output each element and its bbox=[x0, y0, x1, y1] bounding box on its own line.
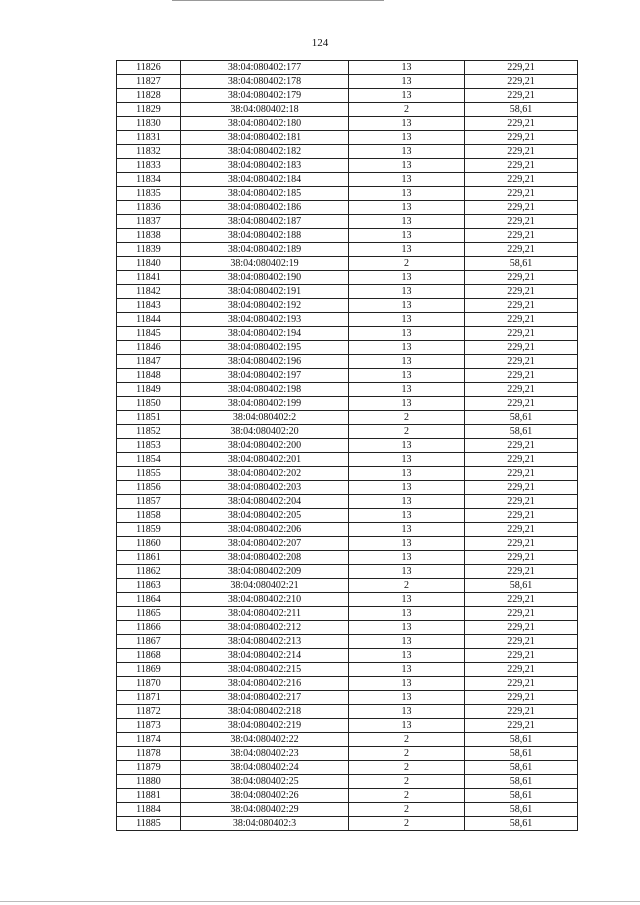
cadastral-number-cell: 38:04:080402:179 bbox=[181, 89, 349, 103]
table-row bbox=[117, 579, 578, 593]
cadastral-number-cell: 38:04:080402:197 bbox=[181, 369, 349, 383]
cadastral-number-cell: 38:04:080402:182 bbox=[181, 145, 349, 159]
area-cell: 2 bbox=[349, 817, 465, 831]
table-row bbox=[117, 733, 578, 747]
area-cell: 13 bbox=[349, 537, 465, 551]
cadastral-number-cell: 38:04:080402:26 bbox=[181, 789, 349, 803]
cadastral-number-cell: 38:04:080402:185 bbox=[181, 187, 349, 201]
amount-cell: 229,21 bbox=[465, 621, 578, 635]
amount-cell: 229,21 bbox=[465, 467, 578, 481]
area-cell: 13 bbox=[349, 607, 465, 621]
amount-cell: 229,21 bbox=[465, 285, 578, 299]
row-number-cell: 11840 bbox=[117, 257, 181, 271]
area-cell: 13 bbox=[349, 243, 465, 257]
amount-cell: 229,21 bbox=[465, 187, 578, 201]
row-number-cell: 11880 bbox=[117, 775, 181, 789]
area-cell: 13 bbox=[349, 663, 465, 677]
cadastral-number-cell: 38:04:080402:207 bbox=[181, 537, 349, 551]
table-row bbox=[117, 425, 578, 439]
area-cell: 13 bbox=[349, 565, 465, 579]
table-row bbox=[117, 621, 578, 635]
area-cell: 13 bbox=[349, 201, 465, 215]
cadastral-number-cell: 38:04:080402:200 bbox=[181, 439, 349, 453]
cadastral-number-cell: 38:04:080402:219 bbox=[181, 719, 349, 733]
amount-cell: 58,61 bbox=[465, 817, 578, 831]
row-number-cell: 11843 bbox=[117, 299, 181, 313]
area-cell: 13 bbox=[349, 649, 465, 663]
row-number-cell: 11850 bbox=[117, 397, 181, 411]
row-number-cell: 11868 bbox=[117, 649, 181, 663]
cadastral-number-cell: 38:04:080402:214 bbox=[181, 649, 349, 663]
area-cell: 13 bbox=[349, 173, 465, 187]
cadastral-number-cell: 38:04:080402:217 bbox=[181, 691, 349, 705]
row-number-cell: 11870 bbox=[117, 677, 181, 691]
table-row bbox=[117, 677, 578, 691]
row-number-cell: 11846 bbox=[117, 341, 181, 355]
table-row bbox=[117, 803, 578, 817]
row-number-cell: 11878 bbox=[117, 747, 181, 761]
row-number-cell: 11854 bbox=[117, 453, 181, 467]
amount-cell: 229,21 bbox=[465, 537, 578, 551]
area-cell: 13 bbox=[349, 621, 465, 635]
cadastral-number-cell: 38:04:080402:203 bbox=[181, 481, 349, 495]
table-row bbox=[117, 215, 578, 229]
table-row bbox=[117, 369, 578, 383]
cadastral-number-cell: 38:04:080402:177 bbox=[181, 61, 349, 75]
top-rule bbox=[172, 0, 384, 1]
area-cell: 13 bbox=[349, 131, 465, 145]
area-cell: 13 bbox=[349, 327, 465, 341]
cadastral-number-cell: 38:04:080402:199 bbox=[181, 397, 349, 411]
amount-cell: 58,61 bbox=[465, 747, 578, 761]
amount-cell: 58,61 bbox=[465, 425, 578, 439]
amount-cell: 229,21 bbox=[465, 593, 578, 607]
amount-cell: 58,61 bbox=[465, 761, 578, 775]
row-number-cell: 11881 bbox=[117, 789, 181, 803]
amount-cell: 229,21 bbox=[465, 61, 578, 75]
row-number-cell: 11849 bbox=[117, 383, 181, 397]
cadastral-number-cell: 38:04:080402:19 bbox=[181, 257, 349, 271]
cadastral-number-cell: 38:04:080402:183 bbox=[181, 159, 349, 173]
table-row bbox=[117, 789, 578, 803]
cadastral-number-cell: 38:04:080402:189 bbox=[181, 243, 349, 257]
amount-cell: 229,21 bbox=[465, 159, 578, 173]
table-row bbox=[117, 75, 578, 89]
row-number-cell: 11842 bbox=[117, 285, 181, 299]
area-cell: 13 bbox=[349, 691, 465, 705]
row-number-cell: 11869 bbox=[117, 663, 181, 677]
row-number-cell: 11879 bbox=[117, 761, 181, 775]
row-number-cell: 11827 bbox=[117, 75, 181, 89]
area-cell: 13 bbox=[349, 439, 465, 453]
cadastral-number-cell: 38:04:080402:209 bbox=[181, 565, 349, 579]
table-row bbox=[117, 453, 578, 467]
cadastral-number-cell: 38:04:080402:2 bbox=[181, 411, 349, 425]
table-row bbox=[117, 271, 578, 285]
row-number-cell: 11873 bbox=[117, 719, 181, 733]
cadastral-number-cell: 38:04:080402:198 bbox=[181, 383, 349, 397]
table-row bbox=[117, 327, 578, 341]
row-number-cell: 11865 bbox=[117, 607, 181, 621]
area-cell: 13 bbox=[349, 509, 465, 523]
area-cell: 13 bbox=[349, 229, 465, 243]
amount-cell: 229,21 bbox=[465, 453, 578, 467]
area-cell: 13 bbox=[349, 635, 465, 649]
amount-cell: 229,21 bbox=[465, 481, 578, 495]
table-row bbox=[117, 467, 578, 481]
table-row bbox=[117, 285, 578, 299]
row-number-cell: 11885 bbox=[117, 817, 181, 831]
area-cell: 13 bbox=[349, 705, 465, 719]
row-number-cell: 11867 bbox=[117, 635, 181, 649]
amount-cell: 229,21 bbox=[465, 271, 578, 285]
table-body bbox=[117, 61, 578, 831]
table-row bbox=[117, 313, 578, 327]
amount-cell: 229,21 bbox=[465, 677, 578, 691]
row-number-cell: 11847 bbox=[117, 355, 181, 369]
amount-cell: 229,21 bbox=[465, 369, 578, 383]
cadastral-number-cell: 38:04:080402:22 bbox=[181, 733, 349, 747]
cadastral-number-cell: 38:04:080402:210 bbox=[181, 593, 349, 607]
area-cell: 13 bbox=[349, 677, 465, 691]
cadastral-number-cell: 38:04:080402:204 bbox=[181, 495, 349, 509]
amount-cell: 229,21 bbox=[465, 145, 578, 159]
row-number-cell: 11844 bbox=[117, 313, 181, 327]
area-cell: 13 bbox=[349, 593, 465, 607]
amount-cell: 229,21 bbox=[465, 705, 578, 719]
cadastral-number-cell: 38:04:080402:21 bbox=[181, 579, 349, 593]
cadastral-number-cell: 38:04:080402:192 bbox=[181, 299, 349, 313]
amount-cell: 229,21 bbox=[465, 383, 578, 397]
area-cell: 2 bbox=[349, 579, 465, 593]
area-cell: 2 bbox=[349, 775, 465, 789]
area-cell: 13 bbox=[349, 369, 465, 383]
cadastral-number-cell: 38:04:080402:184 bbox=[181, 173, 349, 187]
table-row bbox=[117, 481, 578, 495]
cadastral-number-cell: 38:04:080402:213 bbox=[181, 635, 349, 649]
table-row bbox=[117, 229, 578, 243]
amount-cell: 229,21 bbox=[465, 327, 578, 341]
area-cell: 2 bbox=[349, 103, 465, 117]
table-row bbox=[117, 705, 578, 719]
amount-cell: 58,61 bbox=[465, 789, 578, 803]
cadastral-number-cell: 38:04:080402:191 bbox=[181, 285, 349, 299]
table-row bbox=[117, 761, 578, 775]
amount-cell: 229,21 bbox=[465, 341, 578, 355]
row-number-cell: 11860 bbox=[117, 537, 181, 551]
cadastral-number-cell: 38:04:080402:193 bbox=[181, 313, 349, 327]
row-number-cell: 11863 bbox=[117, 579, 181, 593]
table-row bbox=[117, 201, 578, 215]
area-cell: 13 bbox=[349, 145, 465, 159]
table-row bbox=[117, 663, 578, 677]
row-number-cell: 11838 bbox=[117, 229, 181, 243]
row-number-cell: 11839 bbox=[117, 243, 181, 257]
amount-cell: 58,61 bbox=[465, 775, 578, 789]
amount-cell: 229,21 bbox=[465, 495, 578, 509]
cadastral-number-cell: 38:04:080402:3 bbox=[181, 817, 349, 831]
cadastral-number-cell: 38:04:080402:29 bbox=[181, 803, 349, 817]
row-number-cell: 11851 bbox=[117, 411, 181, 425]
row-number-cell: 11830 bbox=[117, 117, 181, 131]
cadastral-number-cell: 38:04:080402:202 bbox=[181, 467, 349, 481]
table-row bbox=[117, 257, 578, 271]
row-number-cell: 11841 bbox=[117, 271, 181, 285]
table-row bbox=[117, 145, 578, 159]
table-row bbox=[117, 173, 578, 187]
row-number-cell: 11861 bbox=[117, 551, 181, 565]
cadastral-number-cell: 38:04:080402:23 bbox=[181, 747, 349, 761]
table-row bbox=[117, 103, 578, 117]
table-row bbox=[117, 159, 578, 173]
area-cell: 13 bbox=[349, 215, 465, 229]
table-row bbox=[117, 341, 578, 355]
row-number-cell: 11845 bbox=[117, 327, 181, 341]
area-cell: 13 bbox=[349, 453, 465, 467]
cadastral-number-cell: 38:04:080402:180 bbox=[181, 117, 349, 131]
cadastral-number-cell: 38:04:080402:208 bbox=[181, 551, 349, 565]
row-number-cell: 11836 bbox=[117, 201, 181, 215]
table-row bbox=[117, 565, 578, 579]
table-row bbox=[117, 187, 578, 201]
row-number-cell: 11858 bbox=[117, 509, 181, 523]
area-cell: 13 bbox=[349, 355, 465, 369]
area-cell: 13 bbox=[349, 719, 465, 733]
area-cell: 13 bbox=[349, 481, 465, 495]
table-row bbox=[117, 593, 578, 607]
area-cell: 13 bbox=[349, 467, 465, 481]
row-number-cell: 11872 bbox=[117, 705, 181, 719]
amount-cell: 229,21 bbox=[465, 523, 578, 537]
area-cell: 13 bbox=[349, 551, 465, 565]
area-cell: 13 bbox=[349, 313, 465, 327]
row-number-cell: 11862 bbox=[117, 565, 181, 579]
row-number-cell: 11833 bbox=[117, 159, 181, 173]
area-cell: 2 bbox=[349, 257, 465, 271]
table-row bbox=[117, 523, 578, 537]
cadastral-number-cell: 38:04:080402:211 bbox=[181, 607, 349, 621]
amount-cell: 229,21 bbox=[465, 75, 578, 89]
area-cell: 13 bbox=[349, 495, 465, 509]
amount-cell: 229,21 bbox=[465, 663, 578, 677]
cadastral-number-cell: 38:04:080402:195 bbox=[181, 341, 349, 355]
amount-cell: 229,21 bbox=[465, 173, 578, 187]
row-number-cell: 11848 bbox=[117, 369, 181, 383]
table-row bbox=[117, 635, 578, 649]
table-row bbox=[117, 495, 578, 509]
cadastral-number-cell: 38:04:080402:201 bbox=[181, 453, 349, 467]
amount-cell: 58,61 bbox=[465, 257, 578, 271]
page-number: 124 bbox=[311, 37, 329, 49]
area-cell: 13 bbox=[349, 89, 465, 103]
cadastral-number-cell: 38:04:080402:188 bbox=[181, 229, 349, 243]
cadastral-number-cell: 38:04:080402:190 bbox=[181, 271, 349, 285]
cadastral-number-cell: 38:04:080402:205 bbox=[181, 509, 349, 523]
area-cell: 2 bbox=[349, 425, 465, 439]
row-number-cell: 11832 bbox=[117, 145, 181, 159]
table-row bbox=[117, 607, 578, 621]
cadastral-number-cell: 38:04:080402:186 bbox=[181, 201, 349, 215]
cadastral-number-cell: 38:04:080402:215 bbox=[181, 663, 349, 677]
row-number-cell: 11864 bbox=[117, 593, 181, 607]
amount-cell: 229,21 bbox=[465, 229, 578, 243]
amount-cell: 229,21 bbox=[465, 299, 578, 313]
table-row bbox=[117, 411, 578, 425]
table-row bbox=[117, 537, 578, 551]
row-number-cell: 11853 bbox=[117, 439, 181, 453]
amount-cell: 229,21 bbox=[465, 649, 578, 663]
area-cell: 2 bbox=[349, 733, 465, 747]
cadastral-number-cell: 38:04:080402:187 bbox=[181, 215, 349, 229]
amount-cell: 229,21 bbox=[465, 215, 578, 229]
cadastral-number-cell: 38:04:080402:25 bbox=[181, 775, 349, 789]
table-row bbox=[117, 439, 578, 453]
bottom-rule bbox=[0, 901, 640, 902]
cadastral-number-cell: 38:04:080402:194 bbox=[181, 327, 349, 341]
area-cell: 2 bbox=[349, 747, 465, 761]
row-number-cell: 11866 bbox=[117, 621, 181, 635]
cadastral-number-cell: 38:04:080402:20 bbox=[181, 425, 349, 439]
amount-cell: 229,21 bbox=[465, 635, 578, 649]
table-row bbox=[117, 817, 578, 831]
cadastral-number-cell: 38:04:080402:181 bbox=[181, 131, 349, 145]
row-number-cell: 11834 bbox=[117, 173, 181, 187]
table-row bbox=[117, 551, 578, 565]
table-row bbox=[117, 61, 578, 75]
amount-cell: 58,61 bbox=[465, 411, 578, 425]
table-row bbox=[117, 131, 578, 145]
table-row bbox=[117, 747, 578, 761]
row-number-cell: 11884 bbox=[117, 803, 181, 817]
row-number-cell: 11835 bbox=[117, 187, 181, 201]
amount-cell: 229,21 bbox=[465, 509, 578, 523]
row-number-cell: 11857 bbox=[117, 495, 181, 509]
cadastral-number-cell: 38:04:080402:24 bbox=[181, 761, 349, 775]
amount-cell: 229,21 bbox=[465, 397, 578, 411]
area-cell: 2 bbox=[349, 411, 465, 425]
area-cell: 13 bbox=[349, 285, 465, 299]
amount-cell: 229,21 bbox=[465, 719, 578, 733]
amount-cell: 229,21 bbox=[465, 565, 578, 579]
cadastral-number-cell: 38:04:080402:178 bbox=[181, 75, 349, 89]
amount-cell: 229,21 bbox=[465, 131, 578, 145]
amount-cell: 229,21 bbox=[465, 89, 578, 103]
row-number-cell: 11828 bbox=[117, 89, 181, 103]
table-row bbox=[117, 117, 578, 131]
row-number-cell: 11829 bbox=[117, 103, 181, 117]
amount-cell: 229,21 bbox=[465, 607, 578, 621]
area-cell: 13 bbox=[349, 187, 465, 201]
row-number-cell: 11871 bbox=[117, 691, 181, 705]
area-cell: 13 bbox=[349, 61, 465, 75]
amount-cell: 58,61 bbox=[465, 803, 578, 817]
cadastral-table bbox=[116, 60, 578, 831]
amount-cell: 229,21 bbox=[465, 355, 578, 369]
area-cell: 13 bbox=[349, 159, 465, 173]
area-cell: 13 bbox=[349, 271, 465, 285]
cadastral-number-cell: 38:04:080402:206 bbox=[181, 523, 349, 537]
area-cell: 13 bbox=[349, 117, 465, 131]
table-row bbox=[117, 719, 578, 733]
cadastral-number-cell: 38:04:080402:196 bbox=[181, 355, 349, 369]
table-row bbox=[117, 509, 578, 523]
row-number-cell: 11831 bbox=[117, 131, 181, 145]
cadastral-number-cell: 38:04:080402:18 bbox=[181, 103, 349, 117]
area-cell: 13 bbox=[349, 299, 465, 313]
table-row bbox=[117, 355, 578, 369]
table-row bbox=[117, 691, 578, 705]
amount-cell: 229,21 bbox=[465, 117, 578, 131]
row-number-cell: 11852 bbox=[117, 425, 181, 439]
table-row bbox=[117, 243, 578, 257]
area-cell: 2 bbox=[349, 761, 465, 775]
row-number-cell: 11855 bbox=[117, 467, 181, 481]
area-cell: 2 bbox=[349, 803, 465, 817]
row-number-cell: 11874 bbox=[117, 733, 181, 747]
amount-cell: 229,21 bbox=[465, 691, 578, 705]
table-row bbox=[117, 299, 578, 313]
area-cell: 13 bbox=[349, 341, 465, 355]
amount-cell: 229,21 bbox=[465, 439, 578, 453]
area-cell: 2 bbox=[349, 789, 465, 803]
table-row bbox=[117, 383, 578, 397]
area-cell: 13 bbox=[349, 75, 465, 89]
amount-cell: 58,61 bbox=[465, 733, 578, 747]
row-number-cell: 11856 bbox=[117, 481, 181, 495]
row-number-cell: 11826 bbox=[117, 61, 181, 75]
amount-cell: 229,21 bbox=[465, 313, 578, 327]
area-cell: 13 bbox=[349, 383, 465, 397]
amount-cell: 58,61 bbox=[465, 103, 578, 117]
table-row bbox=[117, 649, 578, 663]
area-cell: 13 bbox=[349, 397, 465, 411]
cadastral-number-cell: 38:04:080402:216 bbox=[181, 677, 349, 691]
cadastral-number-cell: 38:04:080402:218 bbox=[181, 705, 349, 719]
cadastral-number-cell: 38:04:080402:212 bbox=[181, 621, 349, 635]
row-number-cell: 11859 bbox=[117, 523, 181, 537]
table-row bbox=[117, 775, 578, 789]
amount-cell: 229,21 bbox=[465, 243, 578, 257]
table-row bbox=[117, 89, 578, 103]
amount-cell: 58,61 bbox=[465, 579, 578, 593]
amount-cell: 229,21 bbox=[465, 551, 578, 565]
area-cell: 13 bbox=[349, 523, 465, 537]
amount-cell: 229,21 bbox=[465, 201, 578, 215]
table-row bbox=[117, 397, 578, 411]
row-number-cell: 11837 bbox=[117, 215, 181, 229]
